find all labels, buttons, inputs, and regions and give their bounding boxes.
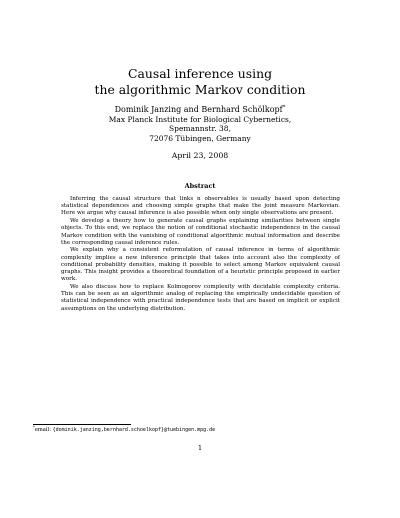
footnote-rule bbox=[33, 424, 131, 425]
footnote-email: {dominik.janzing,bernhard.schoelkopf}@tuebingen.mpg.de bbox=[52, 427, 216, 433]
author-block bbox=[0, 105, 400, 143]
title-line-2: the algorithmic Markov condition bbox=[94, 81, 306, 97]
abstract-paragraph-3: We explain why a consistent reformulation of causal inference in terms of algorithmic complexity implies a new inference principle that takes into account also the complexity of conditional probability densities, making it possible to select among Markov equivalent causal graphs. This insight provides a theoretical foundation of a heuristic principle proposed in earlier work. bbox=[61, 247, 340, 283]
footnote bbox=[33, 427, 373, 433]
abstract-paragraph-4: We also discuss how to replace Kolmogorov complexity with decidable complexity criteria. This can be seen as an algorithmic analog of replacing the empirically undecidable question of statistical independence with practical independence tests that are based on implicit or explicit assumptions on the underlying distribution. bbox=[61, 283, 340, 312]
abstract-paragraph-2: We develop a theory how to generate causal graphs explaining similarities between single objects. To this end, we replace the notion of conditional stochastic independence in the causal Markov condition with the vanishing of conditional algorithmic mutual information and describe the corresponding causal inference rules. bbox=[61, 218, 340, 246]
footnote-label: email: bbox=[34, 427, 51, 433]
abstract-paragraph-1: Inferring the causal structure that links n observables is usually based upon detecting statistical dependences and choosing simple graphs that make the joint measure Markovian. Here we argue why causal inference is also possible when only single observations are present. bbox=[61, 196, 340, 217]
page-number: 1 bbox=[197, 444, 203, 452]
footnote-mark: * bbox=[33, 425, 35, 430]
abstract-body bbox=[61, 196, 340, 313]
paper-title bbox=[0, 66, 400, 97]
author-names-text: Dominik Janzing and Bernhard Schölkopf bbox=[114, 105, 283, 114]
title-line-1: Causal inference using bbox=[127, 66, 273, 81]
author-names bbox=[0, 105, 400, 115]
author-affiliation: Max Planck Institute for Biological Cybernetics, bbox=[108, 114, 292, 124]
author-footnote-mark: * bbox=[282, 104, 286, 111]
author-city: 72076 Tübingen, Germany bbox=[149, 133, 251, 143]
paper-date: April 23, 2008 bbox=[171, 151, 229, 160]
abstract-heading: Abstract bbox=[184, 182, 216, 190]
author-street: Spemannstr. 38, bbox=[169, 124, 231, 134]
